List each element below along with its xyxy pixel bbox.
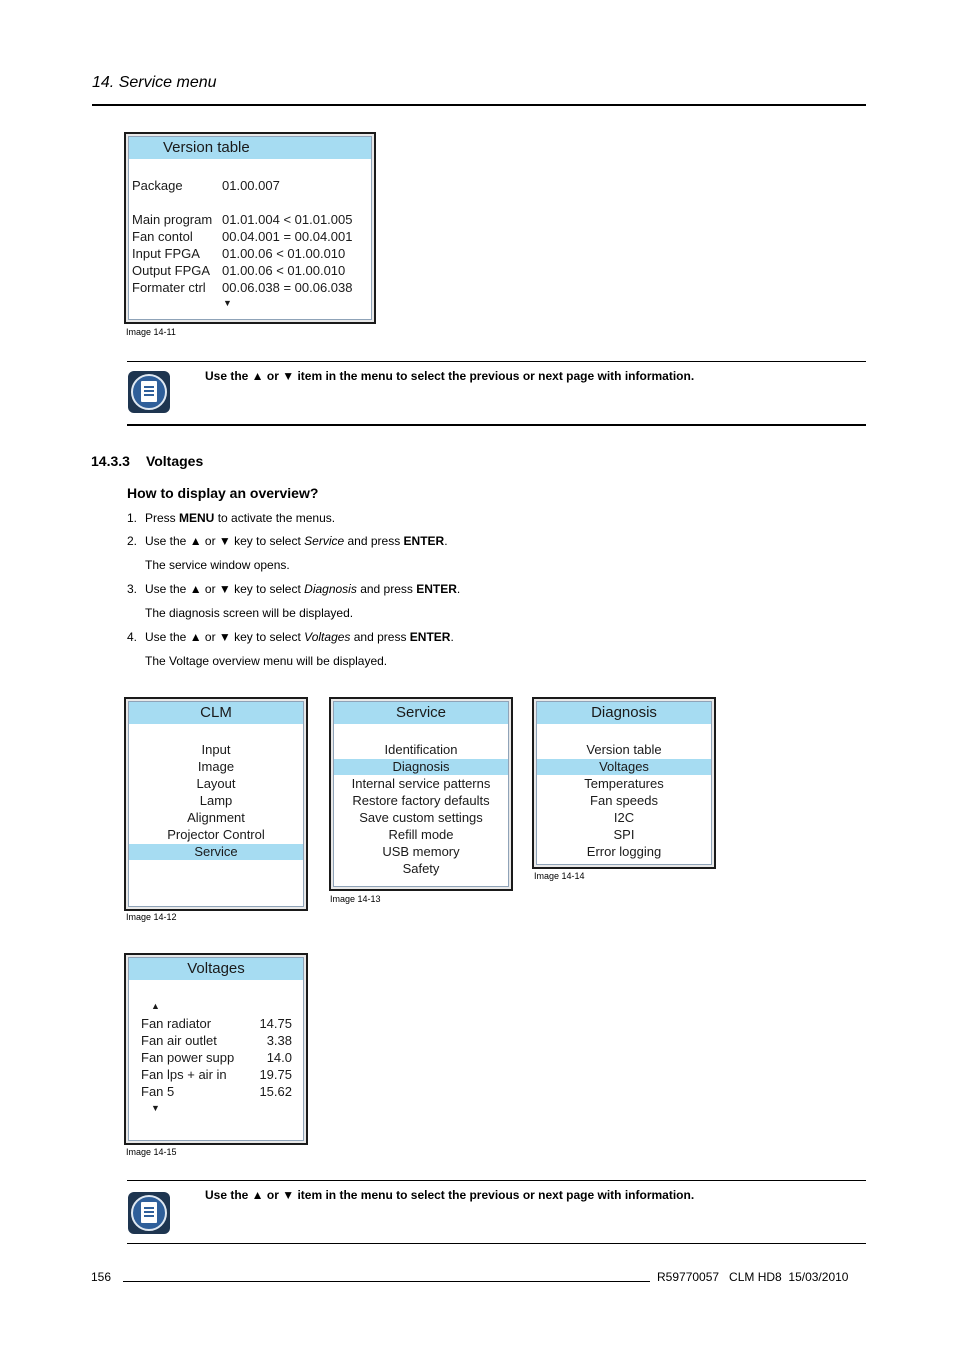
- menu-item-selected[interactable]: Diagnosis: [334, 759, 508, 775]
- menu-item[interactable]: Restore factory defaults: [352, 793, 490, 808]
- clm-menu-screen: [124, 697, 308, 911]
- menu-item[interactable]: Fan speeds: [590, 793, 658, 808]
- voltage-value: 3.38: [266, 1033, 292, 1048]
- page-number: 156: [91, 1270, 112, 1284]
- voltage-value: 14.0: [266, 1050, 292, 1065]
- menu-item[interactable]: Temperatures: [584, 776, 664, 791]
- chapter-title: 14. Service menu: [92, 74, 217, 91]
- service-menu-screen: [329, 697, 513, 891]
- voltage-label: Fan radiator: [141, 1016, 212, 1031]
- step-4-result: The Voltage overview menu will be displayed.: [145, 654, 388, 668]
- osd-title: Service: [334, 702, 508, 724]
- version-value: 01.00.06 < 01.00.010: [222, 263, 346, 278]
- version-label: Main program: [132, 212, 213, 227]
- menu-item[interactable]: Lamp: [199, 793, 233, 808]
- version-label: Output FPGA: [132, 263, 211, 278]
- image-caption: Image 14-11: [126, 327, 176, 337]
- version-value: 01.00.007: [222, 178, 280, 193]
- menu-item[interactable]: Error logging: [586, 844, 662, 859]
- version-value: 01.01.004 < 01.01.005: [222, 212, 353, 227]
- header-divider: [92, 104, 866, 106]
- note-document-icon: [128, 371, 170, 413]
- procedure-heading: How to display an overview?: [127, 485, 319, 501]
- menu-item-selected[interactable]: Voltages: [537, 759, 711, 775]
- voltage-label: Fan power supp: [141, 1050, 235, 1065]
- step-number: 1.: [127, 511, 138, 525]
- version-value: 00.04.001 = 00.04.001: [222, 229, 353, 244]
- footer-divider: [123, 1281, 650, 1282]
- note-text: Use the ▲ or ▼ item in the menu to select the previous or next page with information.: [205, 1188, 695, 1202]
- menu-item[interactable]: SPI: [613, 827, 635, 842]
- scroll-up-arrow-icon: ▲: [151, 1001, 160, 1011]
- section-title: Voltages: [145, 453, 204, 469]
- menu-item[interactable]: Image: [197, 759, 235, 774]
- image-caption: Image 14-13: [330, 894, 381, 904]
- note-top-rule: [127, 361, 866, 362]
- scroll-down-arrow-icon: ▼: [223, 298, 232, 308]
- menu-item-selected[interactable]: Service: [129, 844, 303, 860]
- image-caption: Image 14-15: [126, 1147, 177, 1157]
- section-heading: [91, 453, 203, 469]
- note-document-icon: [128, 1192, 170, 1234]
- voltage-label: Fan air outlet: [141, 1033, 217, 1048]
- menu-item[interactable]: Safety: [402, 861, 440, 876]
- version-label: Fan contol: [132, 229, 193, 244]
- menu-item[interactable]: Identification: [384, 742, 458, 757]
- menu-item[interactable]: Version table: [586, 742, 662, 757]
- menu-item[interactable]: USB memory: [382, 844, 460, 859]
- voltages-menu-screen: [124, 953, 308, 1145]
- step-number: 3.: [127, 582, 138, 596]
- note-bottom-rule: [127, 1243, 866, 1244]
- diagnosis-menu-screen: [532, 697, 716, 869]
- note-text: Use the ▲ or ▼ item in the menu to select the previous or next page with information.: [205, 369, 695, 383]
- version-label: Input FPGA: [132, 246, 200, 261]
- menu-item[interactable]: Internal service patterns: [351, 776, 491, 791]
- osd-title: CLM: [129, 702, 303, 724]
- menu-item[interactable]: Refill mode: [388, 827, 454, 842]
- step-2: 2. Use the ▲ or ▼ key to select Service and press ENTER.: [127, 534, 448, 548]
- section-number: 14.3.3: [91, 453, 130, 469]
- step-3-result: The diagnosis screen will be displayed.: [145, 606, 354, 620]
- scroll-down-arrow-icon: ▼: [151, 1103, 160, 1113]
- note-top-rule: [127, 1180, 866, 1181]
- image-caption: Image 14-12: [126, 912, 177, 922]
- menu-item[interactable]: Alignment: [187, 810, 245, 825]
- voltage-label: Fan 5: [141, 1084, 175, 1099]
- step-4: 4. Use the ▲ or ▼ key to select Voltages and press ENTER.: [127, 630, 454, 644]
- voltage-value: 15.62: [259, 1084, 292, 1099]
- osd-title: Diagnosis: [537, 702, 711, 724]
- menu-item[interactable]: Layout: [196, 776, 236, 791]
- osd-title: Version table: [129, 137, 371, 159]
- document-reference: R59770057 CLM HD8 15/03/2010: [657, 1270, 849, 1284]
- voltage-value: 14.75: [259, 1016, 292, 1031]
- voltage-value: 19.75: [259, 1067, 292, 1082]
- note-bottom-rule: [127, 424, 866, 426]
- voltage-label: Fan lps + air in: [141, 1067, 227, 1082]
- version-label: Package: [132, 178, 183, 193]
- step-1: 1. Press MENU to activate the menus.: [127, 511, 336, 525]
- step-2-result: The service window opens.: [145, 558, 290, 572]
- version-label: Formater ctrl: [132, 280, 206, 295]
- image-caption: Image 14-14: [534, 871, 585, 881]
- version-table-screen: [124, 132, 376, 324]
- menu-item[interactable]: Save custom settings: [359, 810, 483, 825]
- step-3: 3. Use the ▲ or ▼ key to select Diagnosis and press ENTER.: [127, 582, 461, 596]
- step-number: 4.: [127, 630, 138, 644]
- menu-item[interactable]: I2C: [613, 810, 635, 825]
- menu-item[interactable]: Projector Control: [167, 827, 265, 842]
- step-number: 2.: [127, 534, 138, 548]
- menu-item[interactable]: Input: [201, 742, 231, 757]
- version-value: 01.00.06 < 01.00.010: [222, 246, 346, 261]
- osd-title: Voltages: [129, 958, 303, 980]
- version-value: 00.06.038 = 00.06.038: [222, 280, 353, 295]
